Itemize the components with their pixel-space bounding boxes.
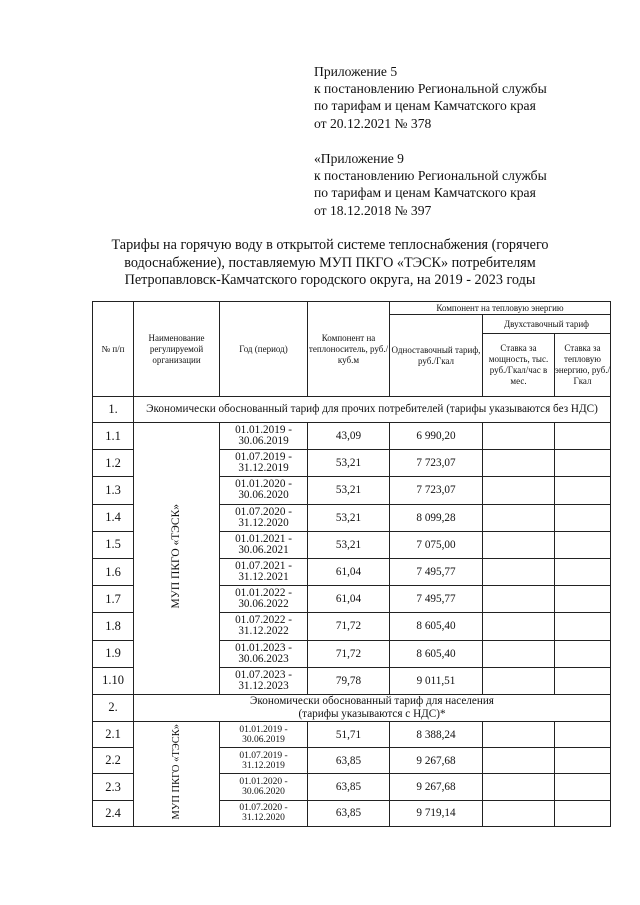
row-energy [555, 721, 611, 747]
row-carrier: 71,72 [308, 613, 390, 640]
row-capacity [483, 586, 555, 613]
row-single: 7 495,77 [390, 586, 483, 613]
row-single: 9 719,14 [390, 800, 483, 826]
row-carrier: 53,21 [308, 504, 390, 531]
row-period: 01.07.2023 - 31.12.2023 [220, 667, 308, 694]
row-energy [555, 613, 611, 640]
row-num: 1.10 [93, 667, 134, 694]
row-single: 7 723,07 [390, 477, 483, 504]
section-title-line: (тарифы указываются с НДС)* [298, 707, 446, 720]
row-period: 01.01.2022 - 30.06.2022 [220, 586, 308, 613]
org-cell [134, 721, 220, 826]
row-carrier: 53,21 [308, 450, 390, 477]
row-num: 1.7 [93, 586, 134, 613]
row-energy [555, 640, 611, 667]
row-period: 01.01.2020 - 30.06.2020 [220, 477, 308, 504]
row-period: 01.01.2019 - 30.06.2019 [220, 423, 308, 450]
org-name: МУП ПКГО «ТЭСК» [170, 723, 182, 820]
row-num: 1.6 [93, 558, 134, 585]
row-carrier: 51,71 [308, 721, 390, 747]
row-num: 2.3 [93, 774, 134, 800]
org-cell [134, 423, 220, 695]
row-capacity [483, 748, 555, 774]
header-single: Одноставочный тариф, руб./Гкал [390, 315, 483, 397]
row-single: 8 388,24 [390, 721, 483, 747]
section-num: 2. [93, 694, 134, 721]
appendix-line: по тарифам и ценам Камчатского края [314, 185, 536, 201]
row-num: 1.2 [93, 450, 134, 477]
row-energy [555, 586, 611, 613]
section-title [134, 694, 611, 721]
row-energy [555, 667, 611, 694]
row-num: 2.1 [93, 721, 134, 747]
appendix-9-header [314, 150, 547, 219]
row-period: 01.07.2020 - 31.12.2020 [220, 504, 308, 531]
row-single: 8 605,40 [390, 640, 483, 667]
row-energy [555, 774, 611, 800]
row-single: 7 495,77 [390, 558, 483, 585]
row-capacity [483, 667, 555, 694]
row-energy [555, 477, 611, 504]
appendix-line: «Приложение 9 [314, 151, 404, 166]
row-num: 2.2 [93, 748, 134, 774]
section-num: 1. [93, 397, 134, 423]
row-num: 1.9 [93, 640, 134, 667]
row-capacity [483, 721, 555, 747]
org-name: МУП ПКГО «ТЭСК» [170, 503, 182, 609]
tariff-table [92, 301, 611, 827]
row-single: 7 075,00 [390, 531, 483, 558]
appendix-line: от 18.12.2018 № 397 [314, 202, 432, 218]
row-carrier: 71,72 [308, 640, 390, 667]
row-num: 1.4 [93, 504, 134, 531]
row-energy [555, 423, 611, 450]
row-period: 01.07.2021 - 31.12.2021 [220, 558, 308, 585]
row-capacity [483, 800, 555, 826]
header-energy: Ставка за тепловую энергию, руб./Гкал [555, 334, 611, 397]
appendix-line: от 20.12.2021 № 378 [314, 115, 432, 131]
row-capacity [483, 477, 555, 504]
row-capacity [483, 531, 555, 558]
row-capacity [483, 640, 555, 667]
row-energy [555, 800, 611, 826]
row-num: 1.5 [93, 531, 134, 558]
row-period: 01.01.2023 - 30.06.2023 [220, 640, 308, 667]
row-energy [555, 504, 611, 531]
row-carrier: 79,78 [308, 667, 390, 694]
row-carrier: 63,85 [308, 800, 390, 826]
row-period: 01.07.2019 - 31.12.2019 [220, 450, 308, 477]
row-carrier: 61,04 [308, 558, 390, 585]
row-num: 1.3 [93, 477, 134, 504]
row-capacity [483, 558, 555, 585]
appendix-line: Приложение 5 [314, 64, 398, 79]
row-carrier: 43,09 [308, 423, 390, 450]
header-thermal: Компонент на тепловую энергию [390, 302, 611, 315]
header-org: Наименование регулируемой организации [134, 302, 220, 397]
row-period: 01.07.2020 - 31.12.2020 [220, 800, 308, 826]
row-single: 6 990,20 [390, 423, 483, 450]
row-period: 01.01.2020 - 30.06.2020 [220, 774, 308, 800]
header-carrier: Компонент на теплоноситель, руб./куб.м [308, 302, 390, 397]
row-single: 8 099,28 [390, 504, 483, 531]
row-num: 2.4 [93, 800, 134, 826]
row-period: 01.07.2019 - 31.12.2019 [220, 748, 308, 774]
row-capacity [483, 613, 555, 640]
header-num: № п/п [93, 302, 134, 397]
document-title: Тарифы на горячую воду в открытой системе теплоснабжения (горячего водоснабжение), поставляемую МУП ПКГО «ТЭСК» потребителям Петропавловск-Камчатского городского округа, на 2019 - 2023 годы [111, 237, 549, 289]
section-title: Экономически обоснованный тариф для прочих потребителей (тарифы указываются без НДС) [134, 397, 611, 423]
row-num: 1.8 [93, 613, 134, 640]
header-capacity: Ставка за мощность, тыс. руб./Гкал/час в мес. [483, 334, 555, 397]
row-period: 01.01.2021 - 30.06.2021 [220, 531, 308, 558]
row-period: 01.01.2019 - 30.06.2019 [220, 721, 308, 747]
row-carrier: 53,21 [308, 477, 390, 504]
row-single: 9 011,51 [390, 667, 483, 694]
header-period: Год (период) [220, 302, 308, 397]
row-energy [555, 531, 611, 558]
row-carrier: 63,85 [308, 748, 390, 774]
row-num: 1.1 [93, 423, 134, 450]
row-energy [555, 748, 611, 774]
row-capacity [483, 423, 555, 450]
row-single: 9 267,68 [390, 748, 483, 774]
row-capacity [483, 450, 555, 477]
row-single: 7 723,07 [390, 450, 483, 477]
row-capacity [483, 504, 555, 531]
row-energy [555, 450, 611, 477]
appendix-line: к постановлению Региональной службы [314, 168, 547, 184]
row-capacity [483, 774, 555, 800]
row-period: 01.07.2022 - 31.12.2022 [220, 613, 308, 640]
row-carrier: 53,21 [308, 531, 390, 558]
header-two-part: Двухставочный тариф [483, 315, 611, 334]
row-energy [555, 558, 611, 585]
row-carrier: 61,04 [308, 586, 390, 613]
appendix-5-header [314, 63, 547, 132]
row-single: 9 267,68 [390, 774, 483, 800]
row-carrier: 63,85 [308, 774, 390, 800]
appendix-line: к постановлению Региональной службы [314, 81, 547, 97]
row-single: 8 605,40 [390, 613, 483, 640]
appendix-line: по тарифам и ценам Камчатского края [314, 98, 536, 114]
section-title-line: Экономически обоснованный тариф для населения [250, 694, 494, 707]
